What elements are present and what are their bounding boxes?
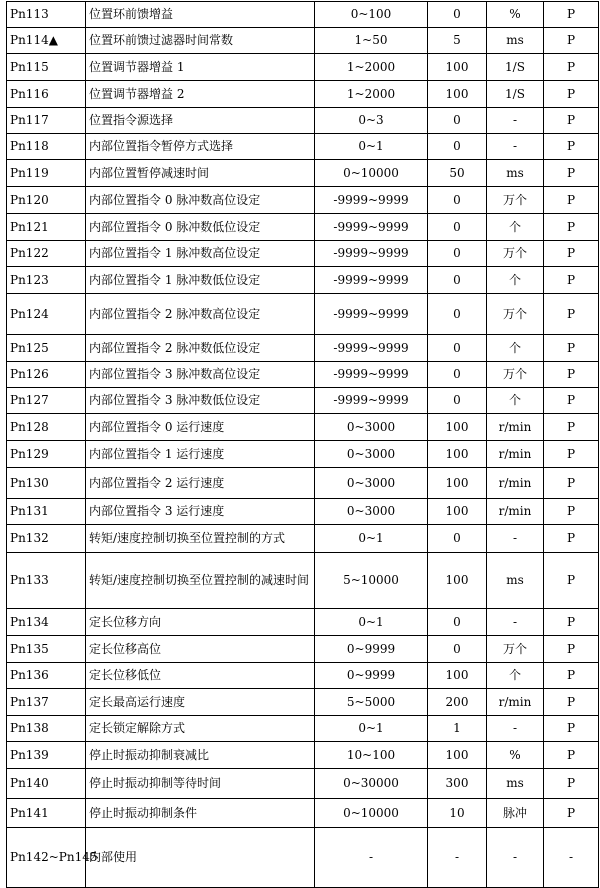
cell-unit: - [487,828,544,888]
table-row [7,294,599,335]
cell-name: 内部位置暂停减速时间 [86,160,315,187]
cell-mode: P [544,54,599,81]
cell-name: 内部位置指令 3 运行速度 [86,499,315,525]
cell-range: 5~5000 [315,689,428,716]
cell-range: 10~100 [315,742,428,769]
table-row [7,414,599,441]
cell-code: Pn115 [7,54,86,81]
cell-code: Pn134 [7,609,86,636]
cell-range: 1~2000 [315,54,428,81]
cell-default: 50 [428,160,487,187]
cell-name: 停止时振动抑制条件 [86,799,315,828]
cell-name: 定长最高运行速度 [86,689,315,716]
cell-unit: - [487,525,544,553]
cell-unit: - [487,108,544,134]
table-row [7,187,599,214]
cell-name: 内部使用 [86,828,315,888]
cell-unit: 个 [487,335,544,362]
cell-range: 0~100 [315,2,428,28]
cell-mode: P [544,468,599,499]
cell-range: 0~3000 [315,441,428,468]
cell-name: 定长锁定解除方式 [86,716,315,742]
cell-default: 0 [428,187,487,214]
cell-mode: P [544,636,599,663]
cell-code: Pn118 [7,134,86,160]
cell-default: 100 [428,414,487,441]
cell-default: 0 [428,335,487,362]
cell-unit: 个 [487,663,544,689]
cell-unit: 万个 [487,294,544,335]
cell-unit: 个 [487,214,544,241]
cell-default: 5 [428,28,487,54]
cell-name: 位置调节器增益 1 [86,54,315,81]
cell-unit: 个 [487,388,544,414]
cell-range: -9999~9999 [315,267,428,294]
cell-unit: 1/S [487,54,544,81]
cell-unit: 脉冲 [487,799,544,828]
cell-code: Pn123 [7,267,86,294]
cell-code: Pn124 [7,294,86,335]
cell-range: -9999~9999 [315,187,428,214]
cell-unit: 1/S [487,81,544,108]
table-row [7,609,599,636]
cell-mode: P [544,335,599,362]
table-row [7,28,599,54]
cell-default: 0 [428,214,487,241]
cell-code: Pn121 [7,214,86,241]
cell-range: 0~9999 [315,636,428,663]
cell-name: 内部位置指令 3 脉冲数低位设定 [86,388,315,414]
cell-code: Pn113 [7,2,86,28]
cell-code: Pn128 [7,414,86,441]
cell-default: - [428,828,487,888]
table-row [7,441,599,468]
cell-code: Pn133 [7,553,86,609]
table-row [7,799,599,828]
cell-mode: P [544,441,599,468]
cell-default: 0 [428,294,487,335]
cell-mode: P [544,799,599,828]
cell-mode: P [544,525,599,553]
cell-code: Pn140 [7,769,86,799]
cell-default: 0 [428,267,487,294]
cell-unit: ms [487,553,544,609]
cell-code: Pn116 [7,81,86,108]
cell-unit: - [487,716,544,742]
table-row [7,214,599,241]
cell-code: Pn127 [7,388,86,414]
table-row [7,716,599,742]
cell-default: 0 [428,241,487,267]
cell-unit: 万个 [487,241,544,267]
cell-code: Pn117 [7,108,86,134]
table-row [7,769,599,799]
cell-mode: P [544,609,599,636]
cell-mode: P [544,294,599,335]
table-row [7,499,599,525]
cell-range: 1~50 [315,28,428,54]
cell-mode: P [544,769,599,799]
cell-range: 0~1 [315,716,428,742]
cell-code: Pn132 [7,525,86,553]
cell-name: 内部位置指令 0 脉冲数高位设定 [86,187,315,214]
cell-code: Pn119 [7,160,86,187]
cell-default: 100 [428,742,487,769]
table-row [7,388,599,414]
cell-code: Pn131 [7,499,86,525]
cell-range: -9999~9999 [315,362,428,388]
cell-unit: - [487,609,544,636]
cell-range: 1~2000 [315,81,428,108]
table-row [7,134,599,160]
cell-code: Pn122 [7,241,86,267]
cell-default: 300 [428,769,487,799]
cell-range: -9999~9999 [315,388,428,414]
cell-unit: r/min [487,414,544,441]
cell-name: 内部位置指令 1 脉冲数低位设定 [86,267,315,294]
table-row [7,362,599,388]
table-row [7,81,599,108]
cell-mode: P [544,362,599,388]
cell-range: 0~3000 [315,414,428,441]
cell-default: 0 [428,2,487,28]
cell-code: Pn142~Pn145 [7,828,86,888]
cell-code: Pn139 [7,742,86,769]
table-row [7,553,599,609]
cell-name: 定长位移方向 [86,609,315,636]
cell-mode: P [544,108,599,134]
cell-range: -9999~9999 [315,214,428,241]
cell-name: 位置指令源选择 [86,108,315,134]
cell-mode: P [544,214,599,241]
parameter-table [6,1,599,888]
cell-unit: ms [487,160,544,187]
cell-name: 内部位置指令 2 运行速度 [86,468,315,499]
cell-default: 0 [428,636,487,663]
cell-name: 定长位移高位 [86,636,315,663]
table-row [7,525,599,553]
cell-default: 200 [428,689,487,716]
cell-mode: P [544,388,599,414]
table-row [7,2,599,28]
cell-code: Pn120 [7,187,86,214]
cell-name: 内部位置指令 1 脉冲数高位设定 [86,241,315,267]
cell-default: 0 [428,388,487,414]
cell-mode: - [544,828,599,888]
cell-range: 0~3000 [315,499,428,525]
cell-mode: P [544,267,599,294]
cell-mode: P [544,414,599,441]
cell-code: Pn125 [7,335,86,362]
cell-name: 内部位置指令 2 脉冲数低位设定 [86,335,315,362]
cell-name: 内部位置指令 3 脉冲数高位设定 [86,362,315,388]
cell-mode: P [544,187,599,214]
cell-name: 位置调节器增益 2 [86,81,315,108]
cell-unit: ms [487,28,544,54]
cell-unit: r/min [487,499,544,525]
cell-default: 100 [428,54,487,81]
cell-code: Pn141 [7,799,86,828]
cell-range: -9999~9999 [315,335,428,362]
cell-default: 100 [428,81,487,108]
cell-range: 0~3000 [315,468,428,499]
cell-default: 0 [428,134,487,160]
table-row [7,828,599,888]
cell-code: Pn130 [7,468,86,499]
cell-mode: P [544,553,599,609]
cell-range: 0~10000 [315,160,428,187]
cell-name: 内部位置指令 0 脉冲数低位设定 [86,214,315,241]
cell-range: 5~10000 [315,553,428,609]
table-row [7,663,599,689]
cell-range: 0~1 [315,134,428,160]
cell-range: -9999~9999 [315,294,428,335]
table-row [7,267,599,294]
table-row [7,468,599,499]
cell-mode: P [544,2,599,28]
cell-name: 停止时振动抑制衰减比 [86,742,315,769]
cell-code: Pn138 [7,716,86,742]
cell-mode: P [544,81,599,108]
cell-range: 0~30000 [315,769,428,799]
cell-range: 0~10000 [315,799,428,828]
cell-default: 100 [428,553,487,609]
cell-mode: P [544,241,599,267]
cell-unit: - [487,134,544,160]
cell-range: -9999~9999 [315,241,428,267]
cell-unit: ms [487,769,544,799]
table-row [7,54,599,81]
cell-range: 0~9999 [315,663,428,689]
table-row [7,108,599,134]
table-row [7,335,599,362]
cell-mode: P [544,663,599,689]
table-row [7,636,599,663]
cell-mode: P [544,689,599,716]
cell-mode: P [544,499,599,525]
cell-unit: r/min [487,468,544,499]
cell-name: 内部位置指令 0 运行速度 [86,414,315,441]
cell-mode: P [544,160,599,187]
cell-mode: P [544,742,599,769]
table-row [7,241,599,267]
cell-unit: 万个 [487,636,544,663]
cell-code: Pn114▲ [7,28,86,54]
parameter-table-body [7,2,599,888]
cell-unit: r/min [487,441,544,468]
cell-default: 0 [428,362,487,388]
cell-unit: r/min [487,689,544,716]
cell-default: 0 [428,525,487,553]
cell-default: 1 [428,716,487,742]
cell-default: 100 [428,468,487,499]
cell-mode: P [544,716,599,742]
cell-unit: % [487,742,544,769]
cell-code: Pn126 [7,362,86,388]
cell-unit: % [487,2,544,28]
cell-default: 100 [428,499,487,525]
cell-code: Pn136 [7,663,86,689]
table-row [7,742,599,769]
cell-name: 转矩/速度控制切换至位置控制的减速时间 [86,553,315,609]
cell-default: 0 [428,609,487,636]
cell-code: Pn129 [7,441,86,468]
cell-unit: 个 [487,267,544,294]
cell-unit: 万个 [487,362,544,388]
table-row [7,689,599,716]
cell-range: 0~1 [315,609,428,636]
cell-default: 100 [428,663,487,689]
cell-default: 10 [428,799,487,828]
table-row [7,160,599,187]
cell-code: Pn137 [7,689,86,716]
cell-name: 转矩/速度控制切换至位置控制的方式 [86,525,315,553]
cell-default: 0 [428,108,487,134]
cell-name: 位置环前馈过滤器时间常数 [86,28,315,54]
cell-mode: P [544,28,599,54]
cell-default: 100 [428,441,487,468]
cell-range: 0~3 [315,108,428,134]
cell-mode: P [544,134,599,160]
cell-range: 0~1 [315,525,428,553]
cell-name: 停止时振动抑制等待时间 [86,769,315,799]
cell-name: 定长位移低位 [86,663,315,689]
cell-name: 内部位置指令 1 运行速度 [86,441,315,468]
cell-name: 内部位置指令暂停方式选择 [86,134,315,160]
cell-name: 内部位置指令 2 脉冲数高位设定 [86,294,315,335]
cell-code: Pn135 [7,636,86,663]
cell-unit: 万个 [487,187,544,214]
cell-name: 位置环前馈增益 [86,2,315,28]
cell-range: - [315,828,428,888]
